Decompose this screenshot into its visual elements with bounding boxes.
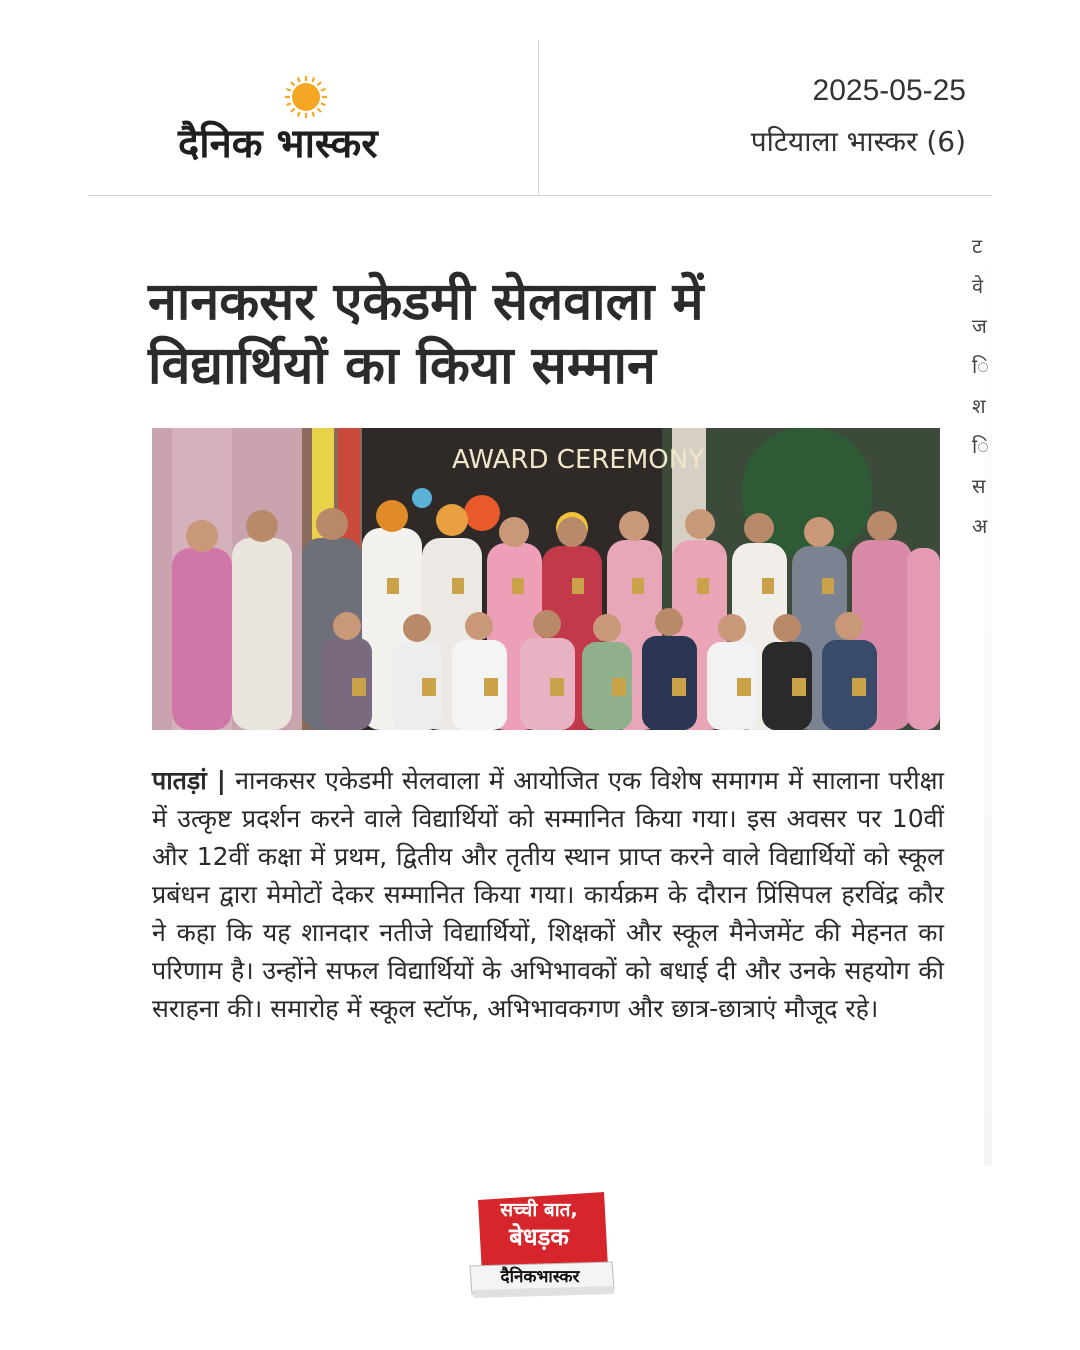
publication-date: 2025-05-25 xyxy=(812,74,966,107)
article-body xyxy=(152,762,944,1028)
edge-char: ि xyxy=(972,434,990,458)
sun-logo-icon xyxy=(284,75,328,119)
header-bottom-rule xyxy=(88,195,992,196)
headline-line-2: विद्यार्थियों का किया सम्मान xyxy=(148,336,656,396)
edge-char: ट xyxy=(972,234,983,258)
slogan-line-1: सच्ची बात, xyxy=(500,1199,578,1221)
newspaper-logo: दैनिक भास्कर xyxy=(178,121,378,167)
group-photo xyxy=(152,428,940,730)
badge-brand-logo: दैनिकभास्कर xyxy=(500,1267,580,1287)
article-body-text: नानकसर एकेडमी सेलवाला में आयोजित एक विशेष समागम में सालाना परीक्षा में उत्कृष्ट प्रदर्शन करने वाले विद्यार्थियों को सम्मानित किया गया। इस अवसर पर 10वीं और 12वीं कक्षा में प्रथम, द्वितीय और तृतीय स्थान प्राप्त करने वाले विद्यार्थियों को स्कूल प्रबंधन द्वारा मेमोटों देकर सम्मानित किया गया। कार्यक्रम के दौरान प्रिंसिपल हरविंद्र कौर ने कहा कि यह शानदार नतीजे विद्यार्थियों, शिक्षकों और स्कूल मैनेजमेंट की मेहनत का परिणाम है। उन्होंने सफल विद्यार्थियों के अभिभावकों को बधाई दी और उनके सहयोग की सराहना की। समारोह में स्कूल स्टॉफ, अभिभावकगण और छात्र-छात्राएं मौजूद रहे। xyxy=(152,766,944,1023)
article-headline xyxy=(148,270,948,398)
group-photo-illustration xyxy=(152,428,940,730)
adjacent-column-fragment xyxy=(972,226,992,1166)
edge-char: श xyxy=(972,394,986,418)
banner-text: AWARD CEREMONY xyxy=(452,445,705,475)
slogan-line-2: बेधड़क xyxy=(509,1223,569,1251)
slogan-text xyxy=(484,1198,594,1252)
edge-char: स xyxy=(972,474,986,498)
edge-char: अ xyxy=(972,514,988,538)
headline-line-1: नानकसर एकेडमी सेलवाला में xyxy=(148,272,704,332)
header-divider xyxy=(538,40,539,194)
edge-char: ि xyxy=(972,354,990,378)
article-dateline: पातड़ां | xyxy=(152,766,226,795)
edge-char: वे xyxy=(972,274,984,298)
edge-char: ज xyxy=(972,314,987,338)
edition-label: पटियाला भास्कर (6) xyxy=(750,125,966,158)
